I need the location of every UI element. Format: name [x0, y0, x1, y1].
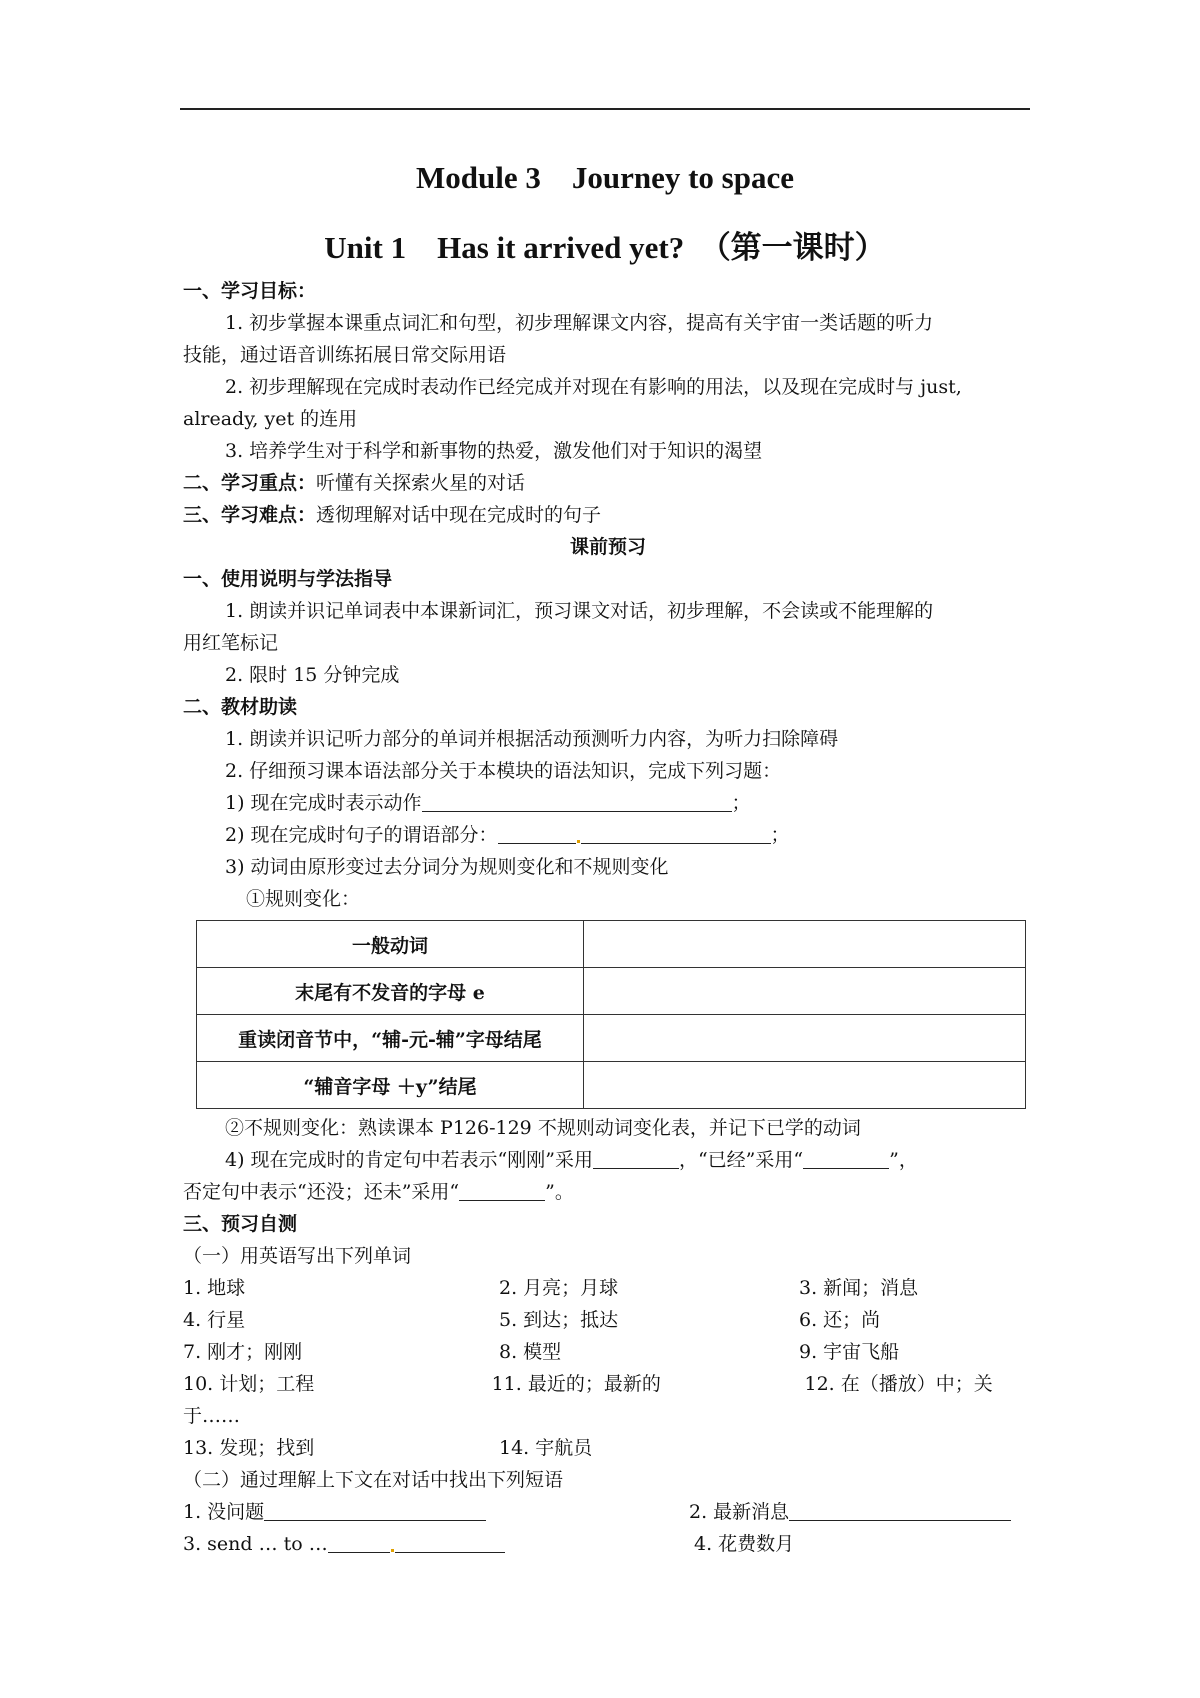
phrase-text: 2. 最新消息: [689, 1501, 790, 1523]
mark-dot: [577, 840, 580, 843]
objective-1-cont: 技能，通过语音训练拓展日常交际用语: [183, 344, 507, 366]
table-row: [197, 968, 1026, 1015]
instruction-1-cont: 用红笔标记: [183, 632, 279, 654]
word-row: [183, 1336, 1033, 1368]
keypoint-line: [183, 467, 1033, 499]
semicolon: ；: [731, 792, 751, 814]
phrase-item: [183, 1528, 694, 1560]
irregular-change: ②不规则变化：熟读课本 P126-129 不规则动词变化表，并记下已学的动词: [225, 1117, 861, 1139]
rule-cell: 一般动词: [197, 921, 584, 968]
mark-dot: [391, 1549, 394, 1552]
phrase-row: [183, 1496, 1033, 1528]
phrase-text: 1. 没问题: [183, 1501, 265, 1523]
difficulty-label: 三、学习难点：: [183, 504, 317, 526]
keypoint-text: 听懂有关探索火星的对话: [316, 472, 526, 494]
word-item: 1. 地球: [183, 1277, 246, 1299]
word-item: 2. 月亮；月球: [499, 1277, 619, 1299]
module-title: Module 3 Journey to space: [415, 160, 794, 195]
answer-blank[interactable]: [422, 789, 732, 812]
rule-cell: “辅音字母 ＋y”结尾: [197, 1062, 584, 1109]
question-3: 3) 动词由原形变过去分词分为规则变化和不规则变化: [225, 856, 669, 878]
answer-blank[interactable]: [264, 1498, 486, 1521]
answer-blank[interactable]: [581, 821, 771, 844]
worksheet-body: [183, 275, 1033, 915]
word-item: 3. 新闻；消息: [799, 1277, 919, 1299]
question-4: [183, 1144, 1033, 1176]
objective-3: 3. 培养学生对于科学和新事物的热爱，激发他们对于知识的渴望: [225, 440, 763, 462]
objective-2-cont: already, yet 的连用: [183, 408, 358, 430]
word-item: 8. 模型: [499, 1341, 562, 1363]
rule-cell: 末尾有不发音的字母 e: [197, 968, 584, 1015]
question-2: [183, 819, 1033, 851]
word-item: 9. 宇宙飞船: [799, 1341, 900, 1363]
word-item: 6. 还；尚: [799, 1309, 881, 1331]
question-4-text: 4) 现在完成时的肯定句中若表示“刚刚”采用: [225, 1149, 593, 1171]
word-item: 12. 在（播放）中；关: [804, 1373, 993, 1395]
word-row: [183, 1304, 1033, 1336]
word-item: 7. 刚才；刚刚: [183, 1341, 303, 1363]
word-item: 11. 最近的；最新的: [491, 1373, 661, 1395]
question-4-cont: [183, 1176, 1033, 1208]
phrase-item: [183, 1496, 689, 1528]
answer-blank[interactable]: [395, 1530, 505, 1553]
word-item: 10. 计划；工程: [183, 1373, 315, 1395]
phrase-text: 3. send … to …: [183, 1533, 328, 1555]
selftest-part-1: （一）用英语写出下列单词: [183, 1245, 412, 1267]
answer-blank[interactable]: [328, 1530, 390, 1553]
instructions-heading: 一、使用说明与学法指导: [183, 568, 393, 590]
question-1-text: 1) 现在完成时表示动作: [225, 792, 422, 814]
word-item: 13. 发现；找到: [183, 1437, 315, 1459]
instruction-2: 2. 限时 15 分钟完成: [225, 664, 400, 686]
word-item: 4. 行星: [183, 1309, 246, 1331]
question-4-text-5: ”。: [545, 1181, 574, 1203]
answer-cell[interactable]: [584, 921, 1026, 968]
guide-item-2: 2. 仔细预习课本语法部分关于本模块的语法知识，完成下列习题：: [225, 760, 782, 782]
phrase-item: [689, 1496, 1011, 1528]
word-item: 14. 宇航员: [499, 1437, 593, 1459]
semicolon: ；: [770, 824, 790, 846]
selftest-heading: 三、预习自测: [183, 1213, 298, 1235]
word-item-cont: 于……: [183, 1405, 241, 1427]
question-1: [183, 787, 1033, 819]
guide-heading: 二、教材助读: [183, 696, 298, 718]
instruction-1: 1. 朗读并识记单词表中本课新词汇，预习课文对话，初步理解，不会读或不能理解的: [225, 600, 934, 622]
word-row: [183, 1432, 1033, 1464]
preview-title: 课前预习: [569, 536, 646, 558]
phrase-text: 4. 花费数月: [694, 1533, 795, 1555]
unit-title: Unit 1 Has it arrived yet? （第一课时）: [324, 230, 886, 265]
answer-blank[interactable]: [498, 821, 576, 844]
question-4-text-3: ”，: [889, 1149, 918, 1171]
answer-blank[interactable]: [459, 1178, 545, 1201]
word-item: 5. 到达；抵达: [499, 1309, 619, 1331]
worksheet-body-2: [183, 1112, 1033, 1560]
answer-blank[interactable]: [593, 1146, 679, 1169]
phrase-row: [183, 1528, 1033, 1560]
objective-1: 1. 初步掌握本课重点词汇和句型，初步理解课文内容，提高有关宇宙一类话题的听力: [225, 312, 934, 334]
word-row: [183, 1272, 1033, 1304]
guide-item-1: 1. 朗读并识记听力部分的单词并根据活动预测听力内容，为听力扫除障碍: [225, 728, 839, 750]
answer-blank[interactable]: [803, 1146, 889, 1169]
word-row: [183, 1368, 1033, 1400]
header-rule: [180, 108, 1030, 110]
question-4-text-2: ，“已经”采用“: [678, 1149, 804, 1171]
answer-cell[interactable]: [584, 1015, 1026, 1062]
difficulty-line: [183, 499, 1033, 531]
question-4-text-4: 否定句中表示“还没；还未”采用“: [183, 1181, 460, 1203]
difficulty-text: 透彻理解对话中现在完成时的句子: [316, 504, 602, 526]
keypoint-label: 二、学习重点：: [183, 472, 317, 494]
table-row: [197, 1062, 1026, 1109]
answer-blank[interactable]: [789, 1498, 1011, 1521]
selftest-part-2: （二）通过理解上下文在对话中找出下列短语: [183, 1469, 564, 1491]
table-row: [197, 1015, 1026, 1062]
answer-cell[interactable]: [584, 968, 1026, 1015]
regular-change-table: [196, 920, 1026, 1109]
rule-cell: 重读闭音节中，“辅-元-辅”字母结尾: [197, 1015, 584, 1062]
objectives-heading: 一、学习目标：: [183, 280, 317, 302]
objective-2: 2. 初步理解现在完成时表动作已经完成并对现在有影响的用法，以及现在完成时与 just,: [225, 376, 962, 398]
answer-cell[interactable]: [584, 1062, 1026, 1109]
regular-change-label: ①规则变化：: [246, 888, 361, 910]
question-2-text: 2) 现在完成时句子的谓语部分：: [225, 824, 498, 846]
table-row: [197, 921, 1026, 968]
